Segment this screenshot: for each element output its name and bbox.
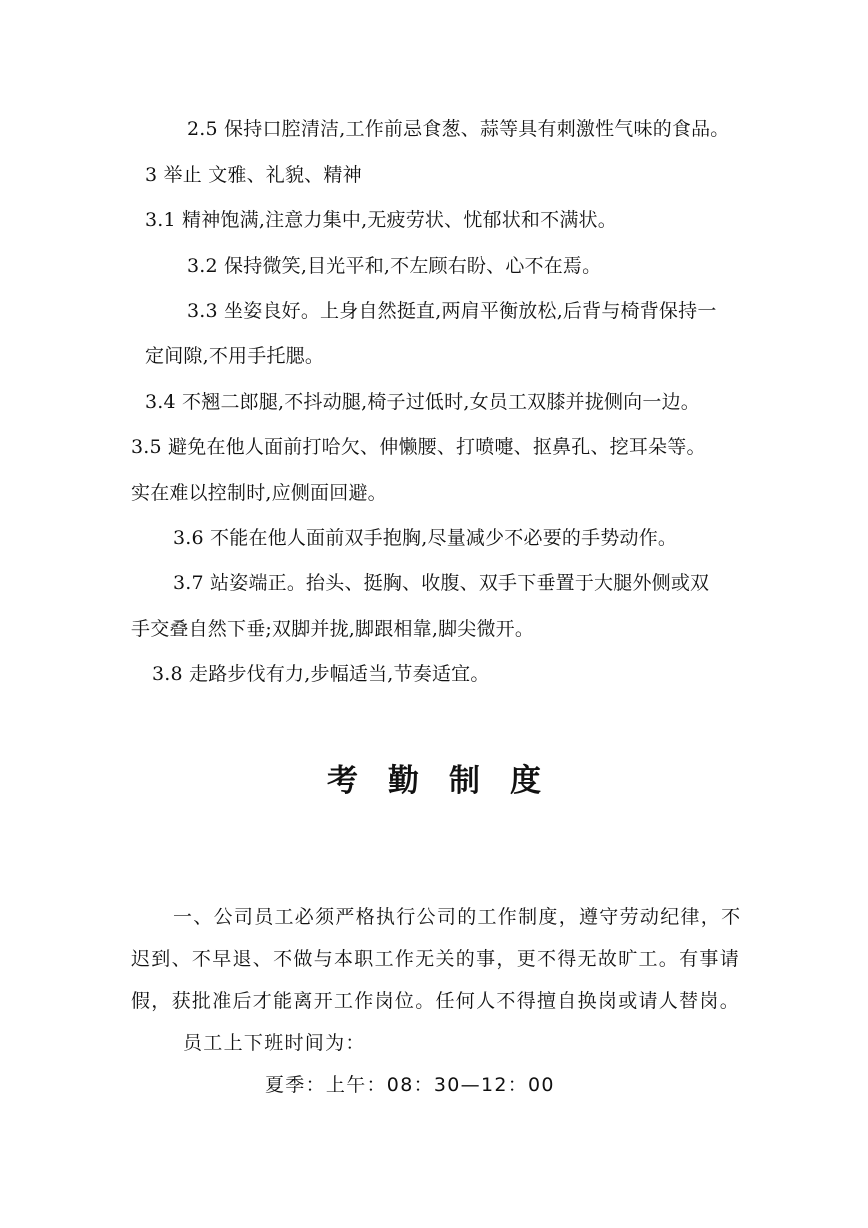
text-line-3-3-cont: 定间隙,不用手托腮。 (145, 345, 325, 367)
text-line-3-3: 3.3 坐姿良好。上身自然挺直,两肩平衡放松,后背与椅背保持一 (187, 300, 717, 322)
text-line-3-1: 3.1 精神饱满,注意力集中,无疲劳状、忧郁状和不满状。 (145, 209, 617, 231)
text-line-3-8: 3.8 走路步伐有力,步幅适当,节奏适宜。 (152, 663, 490, 685)
attendance-paragraph-line-2: 迟到、不早退、不做与本职工作无关的事，更不得无故旷工。有事请 (131, 948, 741, 970)
attendance-paragraph-line-1: 一、公司员工必须严格执行公司的工作制度，遵守劳动纪律，不 (173, 906, 742, 928)
summer-hours-line: 夏季：上午：08：30—12：00 (265, 1074, 555, 1096)
text-line-3-7-cont: 手交叠自然下垂;双脚并拢,脚跟相靠,脚尖微开。 (131, 618, 535, 640)
text-line-2-5: 2.5 保持口腔清洁,工作前忌食葱、蒜等具有刺激性气味的食品。 (187, 118, 730, 140)
text-line-3-6: 3.6 不能在他人面前双手抱胸,尽量减少不必要的手势动作。 (173, 527, 678, 549)
text-line-3-5: 3.5 避免在他人面前打哈欠、伸懒腰、打喷嚏、抠鼻孔、挖耳朵等。 (131, 436, 706, 458)
text-line-3-4: 3.4 不翘二郎腿,不抖动腿,椅子过低时,女员工双膝并拢侧向一边。 (145, 391, 700, 413)
section-title-attendance: 考勤制度 (327, 763, 571, 799)
text-line-3-2: 3.2 保持微笑,目光平和,不左顾右盼、心不在焉。 (187, 255, 602, 277)
text-line-3-7: 3.7 站姿端正。抬头、挺胸、收腹、双手下垂置于大腿外侧或双 (173, 572, 710, 594)
text-line-3-5-cont: 实在难以控制时,应侧面回避。 (131, 482, 387, 504)
text-line-3-heading: 3 举止 文雅、礼貌、精神 (145, 164, 362, 186)
attendance-paragraph-line-3: 假，获批准后才能离开工作岗位。任何人不得擅自换岗或请人替岗。 (131, 990, 741, 1012)
work-hours-label: 员工上下班时间为： (183, 1032, 366, 1054)
